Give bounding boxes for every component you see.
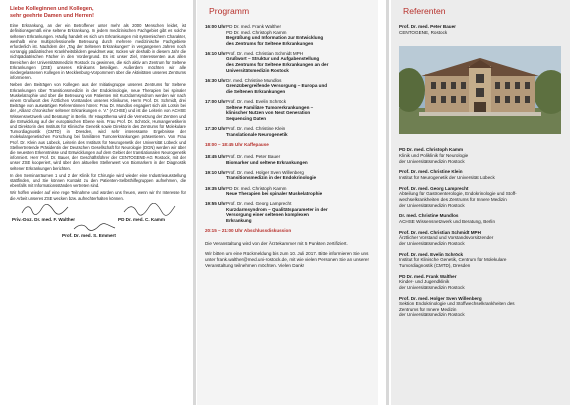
entry-speaker: PD Dr. med. Christoph Kamm: [226, 29, 287, 35]
entry-talk-title: die Seltenen Erkrankungen: [226, 88, 286, 94]
referee-name: Prof. Dr. med. Peter Bauer: [399, 24, 456, 29]
greeting-line: Liebe Kolleginnen und Kollegen,: [10, 6, 94, 12]
entry-time: 19:10 Uhr: [205, 169, 226, 175]
letter-body: [10, 23, 186, 201]
referee-name: Prof. Dr. med. Christine Klein: [399, 169, 463, 175]
entry-talk-title: Erkrankung: [226, 218, 252, 224]
entry-body: [226, 201, 372, 223]
letter-paragraph: In den Seminarräumen 1 und 2 der Klinik für Chirurgie wird wieder eine Industrieausstellung stattfinden, und Sie können Kontakt zu den Patienten-Selbsthilfegruppen aufnehmen, die ebenfalls mit Informationsständen vertreten sind.: [10, 172, 186, 189]
program-list: [205, 24, 372, 137]
entry-talk-title: Grenzübergreifende Versorgung – Europa und: [226, 83, 328, 89]
referee-institution: der Universitätsmedizin Rostock: [399, 284, 465, 290]
entry-talk-title: klinischer Nutzen von Next Generation: [226, 110, 311, 116]
entry-time: 19:55 Uhr: [205, 201, 226, 207]
referee-institution: wechselkrankheiten des Zentrums für Innere Medizin: [399, 196, 507, 202]
entry-talk-title: Sequencing Daten: [226, 115, 267, 121]
entry-speaker: Prof. Dr. med. Christine Klein: [226, 125, 286, 131]
referee-name: Prof. Dr. med. Evelin Schröck: [399, 251, 464, 257]
program-entry: [205, 201, 372, 223]
signature-name: PD Dr. med. C. Kamm: [118, 216, 165, 222]
entry-talk-title: Grußwort – Struktur und Aufgabenstellung: [226, 56, 320, 62]
entry-body: [226, 78, 372, 95]
entry-talk-title: Kurzdarmsyndrom – Qualitätsparameter in der: [226, 206, 328, 212]
program-entry: [205, 186, 372, 197]
entry-talk-title: Begrüßung und Information zur Entwicklung: [226, 35, 324, 41]
signature-block: [10, 203, 186, 239]
entry-speaker: Prof. Dr. med. Evelin Schröck: [226, 99, 286, 105]
entry-time: 16:30 Uhr: [205, 77, 226, 83]
referee-item: [399, 230, 562, 247]
referee-item: [399, 169, 562, 180]
entry-talk-title: Translationale Neurogenetik: [226, 131, 288, 137]
entry-talk-title: Transitionsmedizin in der Endokrinologie: [226, 175, 317, 181]
referee-name: Prof. Dr. med. Georg Lamprecht: [399, 185, 469, 191]
referee-item: [399, 186, 562, 208]
program-entry: [205, 51, 372, 73]
hospital-building-photo-icon: [399, 46, 561, 134]
referee-institution: Abteilung für Gastroenterologie, Endokrinologie und Stoff-: [399, 191, 517, 197]
column-divider: [386, 0, 389, 405]
referee-name: PD Dr. med. Frank Walther: [399, 273, 457, 279]
referee-item: [399, 24, 562, 35]
entry-speaker: Prof. Dr. med. Georg Lamprecht: [226, 201, 292, 207]
referees-title: Referenten: [403, 6, 446, 16]
referee-item: [399, 296, 562, 318]
entry-talk-title: Universitätsmedizin Rostock: [226, 67, 289, 73]
signature-scribble-icon: [122, 203, 177, 217]
signature-scribble-icon: [20, 203, 70, 217]
referee-institution: der Universitätsmedizin Rostock: [399, 312, 465, 318]
entry-talk-title: des Zentrums für Seltene Erkrankungen an der: [226, 62, 329, 68]
letter-paragraph: Eine Erkrankung, an der ein Betroffener unter mehr als 2000 Menschen leidet, ist definitionsgemäß eine seltene Erkrankung. In jedem medizinischen Fachgebiet gibt es solche seltenen Erkrankungen. Häufig handelt es sich um Erkrankungen mit systemischem Charakter, weshalb eine multiprofessionelle Betreuung durch mehrere medizinische Fachgebiete erforderlich ist. Nachdem der „Tag der Seltenen Erkrankungen“ in vergangenen Jahren noch vorrangig pädiatrischen Krankheitsbildern gewidmet war, rücken wir deshalb in diesem Jahr die nichtpädiatrischen Fächer in den Vordergrund. Es ist unser Ziel, Interessenten aus allen Bereichen der Universitätsmedizin Rostock zu gewinnen, die sich aktiv am Zentrum für Seltene Erkrankungen (ZSE) unseres Klinikums beteiligen. Außerdem möchten wir alle niedergelassenen Kollegen in Mecklenburg-Vorpommern über die Aktivitäten unseres Zentrums informieren.: [10, 23, 186, 81]
entry-body: [226, 126, 372, 137]
entry-talk-title: des Zentrums für Seltene Erkrankungen: [226, 40, 314, 46]
referee-list: [399, 24, 562, 35]
referee-name: Prof. Dr. med. Holger Sven Willenberg: [399, 295, 482, 301]
program-entry: [205, 154, 372, 165]
entry-body: [226, 24, 372, 46]
entry-speaker: Prof. Dr. med. Christian Schmidt MPH: [226, 50, 304, 56]
greeting-line: sehr geehrte Damen und Herren!: [10, 12, 94, 19]
rsvp-note: Wir bitten um eine Rückmeldung bis zum 10. Juli 2017. Bitte informieren Sie uns unter frank.walther@med.uni-rostock.de, mit wie vielen Personen Sie an unserer Veranstaltung teilnehmen möchten. Vielen Dank!: [205, 251, 369, 268]
entry-talk-title: Versorgung einer seltenen komplexen: [226, 212, 309, 218]
entry-speaker: PD Dr. med. Christoph Kamm: [226, 185, 287, 191]
cme-note: Die Veranstaltung wird von der Ärztekammer mit 5 Punkten zertifiziert.: [205, 240, 348, 246]
referee-institution: der Universitätsmedizin Rostock: [399, 202, 465, 208]
referee-institution: der Universitätsmedizin Rostock: [399, 240, 465, 246]
referee-name: Prof. Dr. med. Christian Schmidt MPH: [399, 229, 481, 235]
referee-institution: Institut für Neurogenetik der Universität Lübeck: [399, 174, 495, 180]
entry-body: [226, 99, 372, 121]
referee-item: [399, 147, 562, 164]
entry-body: [226, 154, 372, 165]
entry-time: 17:30 Uhr: [205, 125, 226, 131]
closing-discussion: 20:15 – 21:00 Uhr Abschlussdiskussion: [205, 228, 292, 234]
letter-paragraph: Wir hoffen wieder auf eine rege Teilnahme und würden uns freuen, wenn wir Ihr Interesse für die Arbeit unseres ZSE wecken bzw. aufrechterhalten können.: [10, 190, 186, 201]
referee-institution: Sektion Endokrinologie und Stoffwechselkrankheiten des: [399, 301, 515, 307]
entry-speaker: Dr. med. Christine Mundlos: [226, 77, 282, 83]
referee-name: Dr. med. Christine Mundlos: [399, 213, 459, 219]
referee-name: PD Dr. med. Christoph Kamm: [399, 147, 464, 153]
entry-time: 16:00 Uhr: [205, 24, 226, 29]
program-entry: [205, 170, 372, 181]
entry-body: [226, 186, 372, 197]
referee-institution: CENTOGENE, Rostock: [399, 29, 448, 35]
entry-speaker: Prof. Dr. med. Peter Bauer: [226, 154, 281, 160]
entry-talk-title: Neue Therapien bei spinaler Muskelatrophie: [226, 191, 323, 197]
program-title: Programm: [209, 6, 250, 16]
letter-greeting: [10, 6, 186, 19]
letter-column: [0, 0, 192, 405]
referee-institution: Tumordiagnostik (CMTD), Dresden: [399, 262, 471, 268]
referee-institution: Zentrums für Innere Medizin: [399, 306, 457, 312]
referee-institution: Kinder- und Jugendklinik: [399, 279, 450, 285]
column-divider: [193, 0, 196, 405]
letter-paragraph: Neben den Beiträgen von Kollegen aus der Initiativgruppe unseres Zentrums für Seltene Erkrankungen über Transitionsmedizin in der Endokrinologie, neue Therapien bei spinaler Muskelatrophie und über die Betreuung von Patienten mit Kurzdarmsyndrom werden wir nach einem Grußwort des Ärztlichen Vorstandes unseres Klinikums, Herrn Prof. Dr. Schmidt, drei Beiträge von auswärtigen Referentinnen hören: Frau Dr. Mundlos engagiert sich als Lotsin bei der „Allianz chronischer seltener Erkrankungen e. V.“ (ACHSE) und ist die Leiterin von ACHSE Wissensnetzwerk und Beratung“ in Berlin. Ihr Hauptthema wird die Vernetzung der Zentren und die Entwicklung auf der europäischen Ebene sein. Frau Prof. Dr. Schröck, Humangenetikerin und Direktorin des Instituts für Klinische Genetik sowie Direktorin des Zentrums für Molekulare Tumordiagnostik (CMTD) in Dresden, wird sehr interessante Ergebnisse der molekulargenetischen Forschung bei familiären Tumorerkrankungen präsentieren. Von Frau Prof. Dr. Klein aus Lübeck, Leiterin des Instituts für Neurogenetik der Universität Lübeck und Stellvertretende Präsidentin der Deutschen Gesellschaft für Neurologie (DGN) werden wir über die neuesten Erkenntnisse und Entwicklungen auf dem Gebiet der translationalen Neurogenetik informiert. Herr Prof. Dr. Bauer, der Geschäftsführer der CENTOGENE-AG Rostock, mit der unser ZSE kooperiert, wird über den aktuellen Stellenwert von Biomarkern in der Diagnostik seltener Erkrankungen berichten.: [10, 82, 186, 171]
entry-time: 19:35 Uhr: [205, 185, 226, 191]
program-list: [205, 154, 372, 223]
entry-talk-title: Seltene Familiäre Tumorerkrankungen –: [226, 104, 314, 110]
referee-item: [399, 252, 562, 269]
referee-list: [399, 147, 562, 318]
program-entry: [205, 126, 372, 137]
signature-scribble-icon: [72, 222, 117, 232]
entry-time: 17:00 Uhr: [205, 99, 226, 105]
signature-name: Priv.-Doz. Dr. med. F. Walther: [12, 216, 76, 222]
entry-time: 16:10 Uhr: [205, 50, 226, 56]
referee-institution: der Universitätsmedizin Rostock: [399, 158, 465, 164]
referees-column: [391, 0, 570, 405]
referee-item: [399, 274, 562, 291]
entry-body: [226, 51, 372, 73]
entry-body: [226, 170, 372, 181]
program-entry: [205, 78, 372, 95]
referee-institution: ACHSE Wissensnetzwerk und Beratung, Berlin: [399, 218, 495, 224]
referee-item: [399, 213, 562, 224]
program-entry: [205, 24, 372, 46]
signature-name: Prof. Dr. med. S. Emmert: [62, 232, 116, 238]
entry-speaker: PD Dr. med. Frank Walther: [226, 24, 281, 29]
referee-institution: Ärztlicher Vorstand und Vorstandsvorsitzender: [399, 235, 494, 241]
entry-talk-title: Biomarker und seltene Erkrankungen: [226, 159, 308, 165]
referee-institution: Klinik und Poliklinik für Neurologie: [399, 152, 469, 158]
entry-time: 18:45 Uhr: [205, 154, 226, 160]
program-entry: [205, 99, 372, 121]
coffee-break: 18:00 – 18:45 Uhr Kaffepause: [205, 141, 269, 147]
referee-institution: Institut für Klinische Genetik, Centrum für Molekulare: [399, 257, 507, 263]
program-column: [197, 0, 378, 405]
entry-speaker: Prof. Dr. med. Holger Sven Willenberg: [226, 169, 304, 175]
